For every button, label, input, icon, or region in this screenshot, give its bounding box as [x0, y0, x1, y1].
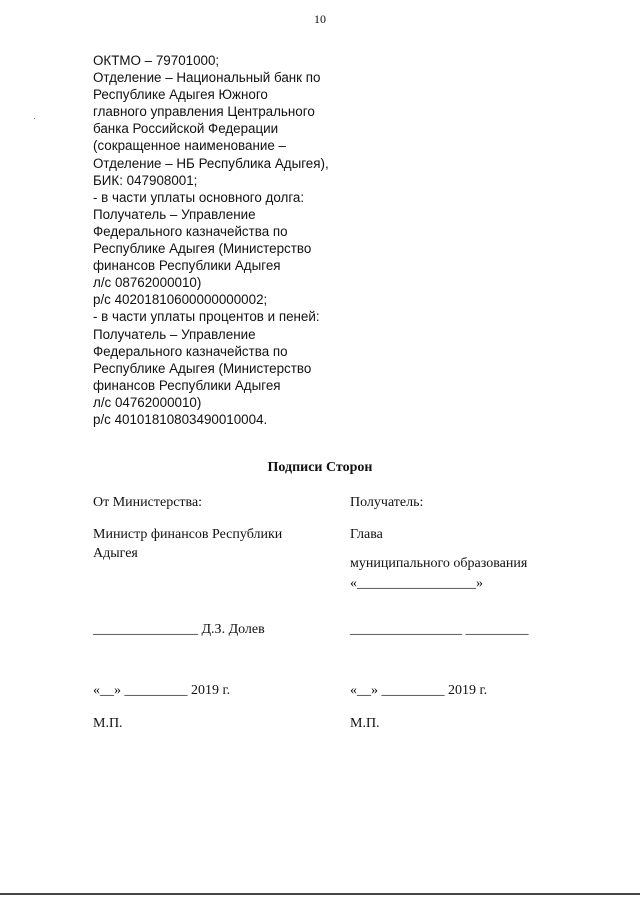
- left-position-line2: Адыгея: [93, 546, 138, 561]
- details-line: банка Российской Федерации: [93, 121, 279, 137]
- details-line: Отделение – НБ Республика Адыгея),: [93, 155, 329, 171]
- details-line: - в части уплаты процентов и пеней:: [93, 309, 320, 325]
- details-line: л/с 08762000010): [93, 275, 202, 291]
- details-line: Получатель – Управление: [93, 326, 256, 342]
- details-line: Федерального казначейства по: [93, 343, 288, 359]
- details-line: Республике Адыгея Южного: [93, 87, 268, 103]
- details-line: (сокращенное наименование –: [93, 138, 286, 154]
- details-line: - в части уплаты основного долга:: [93, 189, 305, 205]
- scan-speck: [34, 118, 35, 119]
- right-date-line: «__» _________ 2019 г.: [350, 683, 488, 698]
- scan-bottom-edge: [0, 893, 640, 895]
- right-position-line2: муниципального образования: [350, 556, 528, 571]
- left-party-label: От Министерства:: [93, 495, 203, 510]
- right-seal-mark: М.П.: [350, 716, 380, 731]
- details-line: Республике Адыгея (Министерство: [93, 241, 312, 257]
- payment-details: [93, 52, 393, 428]
- left-position-line1: Министр финансов Республики: [93, 527, 283, 542]
- details-line: л/с 04762000010): [93, 394, 202, 410]
- details-line: р/с 40201810600000000002;: [93, 292, 268, 308]
- right-org-name-line: «_________________»: [350, 576, 483, 591]
- details-line: БИК: 047908001;: [93, 172, 198, 188]
- details-line: финансов Республики Адыгея: [93, 258, 281, 274]
- details-line: р/с 40101810803490010004.: [93, 411, 268, 427]
- details-line: Получатель – Управление: [93, 206, 256, 222]
- left-seal-mark: М.П.: [93, 716, 123, 731]
- page-number: 10: [314, 12, 326, 26]
- details-line: ОКТМО – 79701000;: [93, 53, 220, 68]
- right-party-label: Получатель:: [350, 495, 424, 510]
- left-signature-line: _______________ Д.З. Долев: [93, 622, 265, 637]
- details-line: Отделение – Национальный банк по: [93, 70, 321, 86]
- details-line: Федерального казначейства по: [93, 223, 288, 239]
- details-line: финансов Республики Адыгея: [93, 377, 281, 393]
- right-signature-line: ________________ _________: [350, 622, 529, 637]
- left-date-line: «__» _________ 2019 г.: [93, 683, 231, 698]
- details-line: главного управления Центрального: [93, 104, 315, 120]
- signatures-heading: Подписи Сторон: [267, 460, 373, 475]
- right-position-line1: Глава: [350, 527, 383, 542]
- details-line: Республике Адыгея (Министерство: [93, 360, 312, 376]
